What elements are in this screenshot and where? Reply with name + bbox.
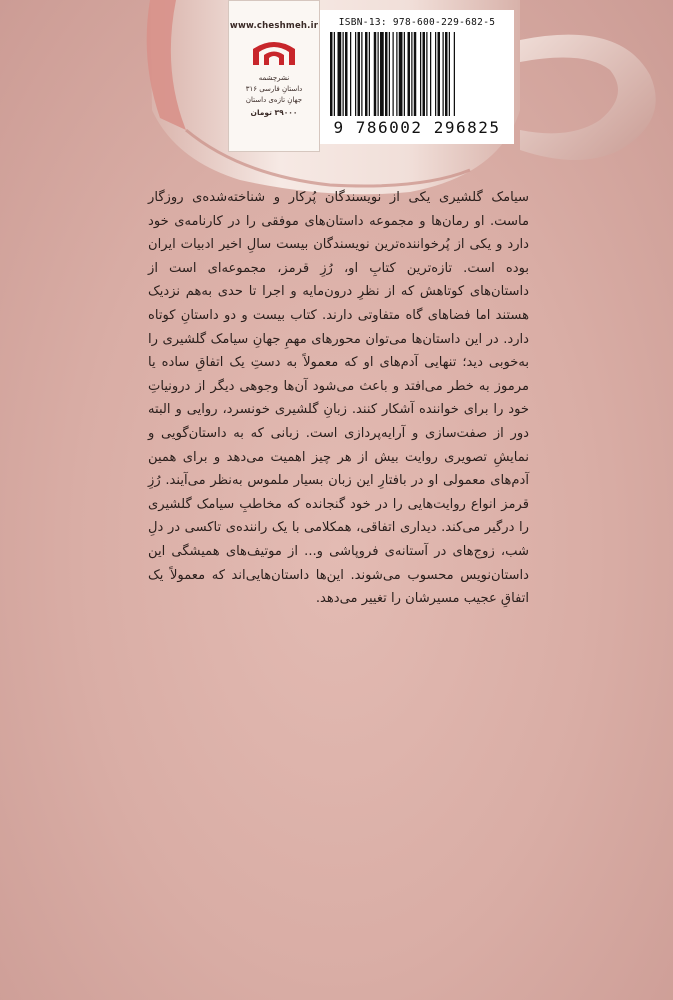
- publisher-url: www.cheshmeh.ir: [229, 21, 319, 31]
- publisher-label: [228, 0, 320, 152]
- book-price: ۳۹۰۰۰ تومان: [250, 108, 298, 117]
- blurb-paragraph: سیامک گلشیری یکی از نویسندگان پُرکار و شناخته‌شده‌ی روزگار ماست. او رمان‌ها و مجموعه داستان‌های موفقی را در کارنامه‌ی خود دارد و یکی از پُرخواننده‌ترین نویسندگان بیست سالِ اخیر ادبیات ایران بوده است. تازه‌ترین کتابِ او، رُزِ قرمز، مجموعه‌ای است از داستان‌های کوتاهش که از نظرِ درون‌مایه و اجرا تا حدی به‌هم نزدیک هستند اما فضاهای گاه متفاوتی دارند. کتاب بیست و دو داستانِ کوتاه دارد. در این داستان‌ها می‌توان محورهای مهمِ جهانِ سیامک گلشیری را به‌خوبی دید؛ تنهایی آدم‌های او که معمولاً به دستِ یک اتفاقِ ساده یا مرموز به خطر می‌افتد و باعث می‌شود آن‌ها وجوهی دیگر از درونیاتِ خود را برای خواننده آشکار کنند. زبانِ گلشیری خونسرد، روایی و البته دور از صفت‌سازی و آرایه‌پردازی است. زبانی که به داستان‌گویی و نمایشِ تصویری روایت بیش از هر چیز اهمیت می‌دهد و برای همین آدم‌های معمولی او در بافتارِ این زبان بسیار ملموس به‌نظر می‌آیند. رُزِ قرمز انواع روایت‌هایی را در خود گنجانده که مخاطبِ سیامک گلشیری را درگیر می‌کند. دیداری اتفاقی، همکلامی با یک راننده‌ی تاکسی در دلِ شب، زوج‌های در آستانه‌ی فروپاشی و... از موتیف‌های همیشگی این داستان‌نویس محسوب می‌شوند. این‌ها داستان‌هایی‌اند که معمولاً یک اتفاقِ عجیب مسیرشان را تغییر می‌دهد.: [148, 190, 529, 607]
- barcode-bars: [328, 32, 506, 116]
- series-line-1: داستانِ فارسی ۳۱۶: [245, 85, 303, 93]
- publisher-name: نشرچشمه: [258, 74, 290, 82]
- series-line-2: جهانِ تازه‌ی داستان: [245, 96, 303, 104]
- cheshmeh-logo-icon: [249, 35, 299, 69]
- barcode-digits: 9 786002 296825: [333, 118, 501, 137]
- back-cover-blurb: [148, 186, 529, 611]
- isbn-label: ISBN-13: 978-600-229-682-5: [338, 17, 496, 28]
- isbn-barcode: [320, 10, 514, 144]
- cup-handle: [520, 35, 656, 160]
